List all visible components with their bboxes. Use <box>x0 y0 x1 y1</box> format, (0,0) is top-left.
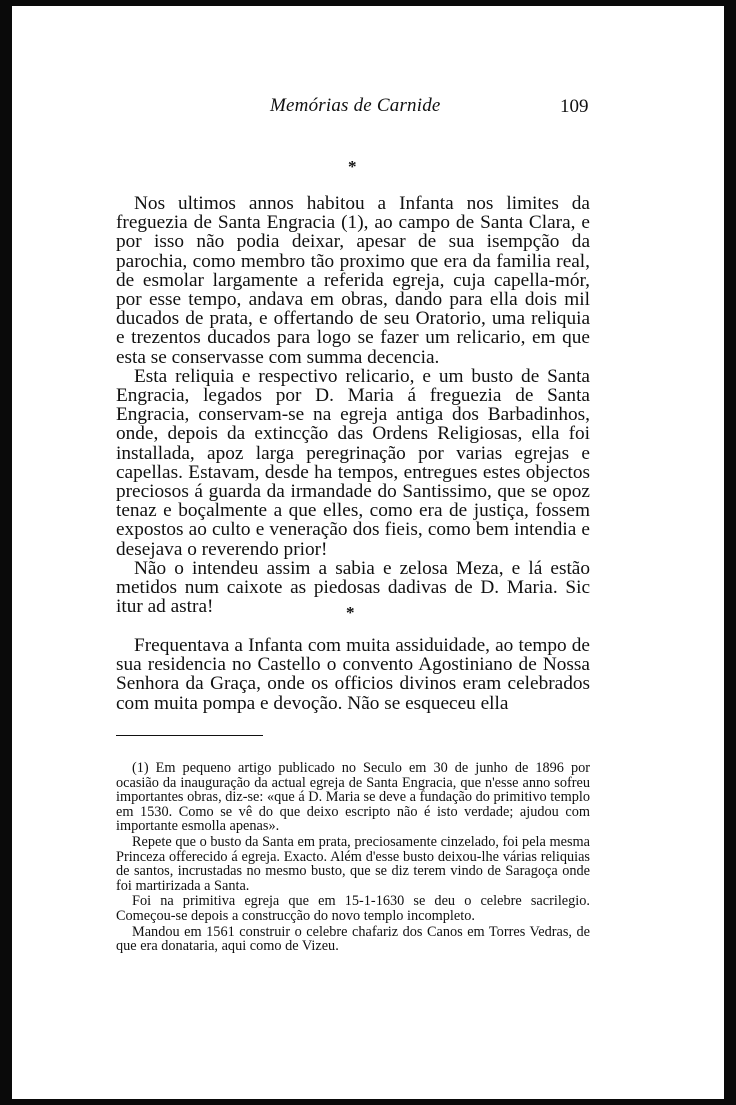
footnote: Repete que o busto da Santa em prata, preciosamente cinzelado, foi pela mesma Princeza offerecido á egreja. Exacto. Além d'esse busto deixou-lhe várias reliquias de santos, incrustadas no mesmo busto, que se diz terem vindo de Saragoça onde foi martirizada a Santa. <box>116 833 590 894</box>
footnote: Mandou em 1561 construir o celebre chafariz dos Canos em Torres Vedras, de que era donataria, aqui como de Vizeu. <box>116 923 590 955</box>
running-title: Memórias de Carnide <box>270 95 441 116</box>
paragraph: Não o intendeu assim a sabia e zelosa Meza, e lá estão metidos num caixote as piedosas dadivas de D. Maria. Sic itur ad astra! <box>116 557 590 618</box>
footnote: (1) Em pequeno artigo publicado no Seculo em 30 de junho de 1896 por ocasião da inauguração da actual egreja de Santa Engracia, que n'esse anno sofreu importantes obras, diz-se: «que á D. Maria se deve a fundação do primitivo templo em 1530. Como se vê do que deixo escripto não é isto verdade; ajudou com importante esmolla apenas». <box>116 760 590 835</box>
paragraph: Esta reliquia e respectivo relicario, e um busto de Santa Engracia, legados por D. Maria á freguezia de Santa Engracia, conservam-se na egreja antiga dos Barbadinhos, onde, depois da extincção das Ordens Religiosas, ella foi installada, apoz larga peregrinação por varias egrejas e capellas. Estavam, desde ha tempos, entregues estes objectos preciosos á guarda da irmandade do Santissimo, que se opoz tenaz e boçalmente a que elles, como era de justiça, fossem expostos ao culto e veneração dos fieis, como bem intendia e desejava o reverendo prior! <box>116 365 590 560</box>
main-text-section-2 <box>116 636 590 713</box>
main-text-section-1 <box>116 194 590 616</box>
footnotes <box>116 761 590 955</box>
section-separator-asterisk: * <box>348 157 357 176</box>
footnote-rule <box>116 735 263 736</box>
running-header <box>12 95 724 121</box>
page-number: 109 <box>560 96 589 117</box>
paragraph: Nos ultimos annos habitou a Infanta nos limites da freguezia de Santa Engracia (1), ao campo de Santa Clara, e por isso não podia deixar, apesar de sua isempção da parochia, como membro tão proximo que era da familia real, de esmolar largamente a referida egreja, cuja capella-mór, por esse tempo, andava em obras, dando para ella dois mil ducados de prata, e offertando de seu Oratorio, uma reliquia e trezentos ducados para logo se fazer um relicario, em que esta se conservasse com summa decencia. <box>116 193 590 368</box>
footnote: Foi na primitiva egreja que em 15-1-1630 se deu o celebre sacrilegio. Começou-se depois a construcção do novo templo incompleto. <box>116 893 590 924</box>
paragraph: Frequentava a Infanta com muita assiduidade, ao tempo de sua residencia no Castello o convento Agostiniano de Nossa Senhora da Graça, onde os officios divinos eram celebrados com muita pompa e devoção. Não se esqueceu ella <box>116 635 590 714</box>
section-separator-asterisk: * <box>346 603 355 622</box>
